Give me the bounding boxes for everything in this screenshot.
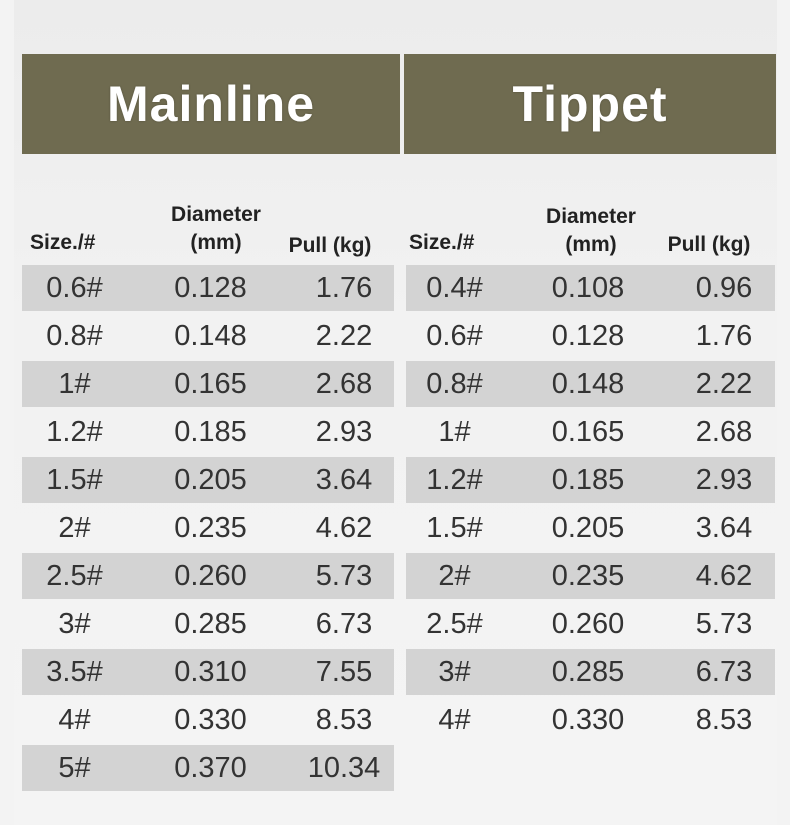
size-cell: 1.5# <box>46 463 103 496</box>
diameter-unit-header: (mm) <box>565 233 617 256</box>
diameter-cell: 0.205 <box>551 511 625 544</box>
table-row <box>22 264 394 312</box>
diameter-cell: 0.235 <box>174 511 247 544</box>
table-row <box>22 552 394 600</box>
table-row <box>22 600 394 648</box>
pull-cell: 7.55 <box>315 655 373 688</box>
mainline-title: Mainline <box>22 54 400 154</box>
diameter-cell: 0.148 <box>551 367 625 400</box>
table-row <box>406 696 775 744</box>
mainline-header <box>22 192 394 264</box>
size-cell: 4# <box>438 703 471 736</box>
table-row <box>406 648 775 696</box>
size-cell: 3# <box>438 655 471 688</box>
table-row <box>406 408 775 456</box>
diameter-cell: 0.148 <box>174 319 247 352</box>
diameter-cell: 0.205 <box>174 463 247 496</box>
table-row <box>406 360 775 408</box>
pull-cell: 2.93 <box>695 463 753 496</box>
pull-cell: 2.22 <box>695 367 753 400</box>
diameter-cell: 0.185 <box>551 463 625 496</box>
size-cell: 1# <box>58 367 91 400</box>
size-cell: 0.8# <box>46 319 103 352</box>
pull-cell: 4.62 <box>695 559 753 592</box>
size-cell: 2.5# <box>46 559 103 592</box>
table-row <box>406 456 775 504</box>
tippet-table <box>406 192 775 744</box>
pull-cell: 8.53 <box>315 703 373 736</box>
tippet-title: Tippet <box>404 54 776 154</box>
table-row <box>22 312 394 360</box>
pull-cell: 3.64 <box>315 463 373 496</box>
table-row <box>22 696 394 744</box>
diameter-cell: 0.330 <box>551 703 625 736</box>
table-row <box>22 456 394 504</box>
size-cell: 5# <box>58 751 91 784</box>
pull-cell: 6.73 <box>315 607 373 640</box>
diameter-cell: 0.235 <box>551 559 625 592</box>
size-cell: 1.2# <box>46 415 103 448</box>
diameter-cell: 0.370 <box>174 751 247 784</box>
size-cell: 2# <box>58 511 91 544</box>
diameter-cell: 0.128 <box>174 271 247 304</box>
mainline-rows <box>22 264 394 792</box>
size-cell: 1.5# <box>426 511 483 544</box>
diameter-cell: 0.260 <box>551 607 625 640</box>
pull-cell: 5.73 <box>315 559 373 592</box>
size-cell: 1.2# <box>426 463 483 496</box>
size-cell: 0.6# <box>426 319 483 352</box>
diameter-cell: 0.285 <box>174 607 247 640</box>
diameter-cell: 0.260 <box>174 559 247 592</box>
pull-cell: 6.73 <box>695 655 753 688</box>
size-header: Size./# <box>409 231 475 254</box>
size-cell: 3# <box>58 607 91 640</box>
pull-cell: 10.34 <box>307 751 381 784</box>
size-cell: 2.5# <box>426 607 483 640</box>
diameter-cell: 0.285 <box>551 655 625 688</box>
pull-cell: 2.68 <box>695 415 753 448</box>
diameter-cell: 0.165 <box>174 367 247 400</box>
pull-cell: 2.22 <box>315 319 373 352</box>
table-row <box>406 600 775 648</box>
pull-header: Pull (kg) <box>288 234 372 257</box>
tippet-header <box>406 192 775 264</box>
size-cell: 3.5# <box>46 655 103 688</box>
mainline-table <box>22 192 394 792</box>
size-cell: 2# <box>438 559 471 592</box>
diameter-cell: 0.128 <box>551 319 625 352</box>
table-row <box>22 744 394 792</box>
diameter-cell: 0.165 <box>551 415 625 448</box>
pull-cell: 0.96 <box>695 271 753 304</box>
table-row <box>22 648 394 696</box>
tippet-rows <box>406 264 775 744</box>
diameter-header: Diameter <box>171 203 261 226</box>
pull-cell: 2.93 <box>315 415 373 448</box>
table-row <box>406 504 775 552</box>
table-row <box>406 264 775 312</box>
table-row <box>22 504 394 552</box>
pull-header: Pull (kg) <box>667 233 751 256</box>
diameter-header: Diameter <box>546 205 636 228</box>
table-row <box>406 312 775 360</box>
pull-cell: 3.64 <box>695 511 753 544</box>
pull-cell: 5.73 <box>695 607 753 640</box>
diameter-unit-header: (mm) <box>190 231 242 254</box>
diameter-cell: 0.330 <box>174 703 247 736</box>
size-cell: 4# <box>58 703 91 736</box>
pull-cell: 2.68 <box>315 367 373 400</box>
pull-cell: 4.62 <box>315 511 373 544</box>
pull-cell: 1.76 <box>315 271 373 304</box>
table-row <box>406 552 775 600</box>
size-header: Size./# <box>30 231 96 254</box>
pull-cell: 1.76 <box>695 319 753 352</box>
size-cell: 0.6# <box>46 271 103 304</box>
diameter-cell: 0.310 <box>174 655 247 688</box>
size-cell: 0.8# <box>426 367 483 400</box>
pull-cell: 8.53 <box>695 703 753 736</box>
diameter-cell: 0.185 <box>174 415 247 448</box>
size-cell: 0.4# <box>426 271 483 304</box>
diameter-cell: 0.108 <box>551 271 625 304</box>
table-row <box>22 408 394 456</box>
size-cell: 1# <box>438 415 471 448</box>
table-row <box>22 360 394 408</box>
